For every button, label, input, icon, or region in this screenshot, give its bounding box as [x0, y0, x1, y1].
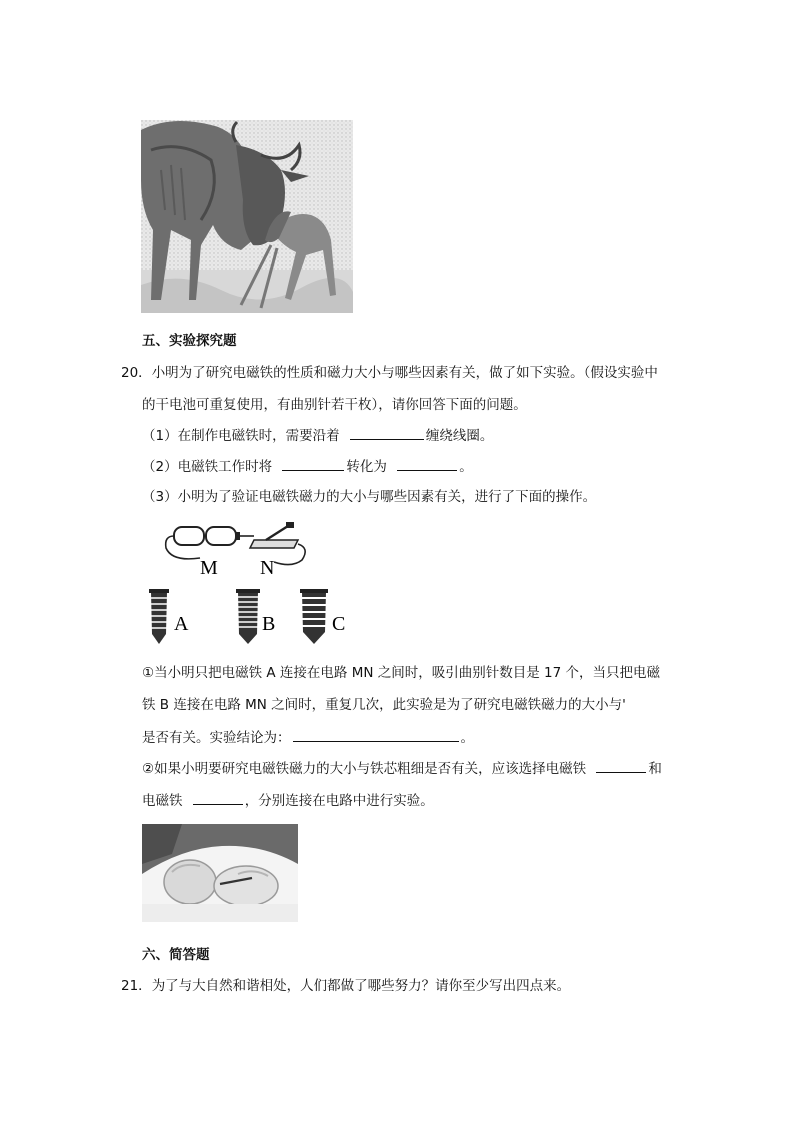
sub-question-2-line-1 [142, 759, 662, 778]
sub-question-2-line-2 [142, 791, 434, 810]
hands-photo [142, 824, 298, 922]
electromagnet-a-icon [149, 589, 169, 644]
answer-blank-2[interactable] [282, 457, 344, 471]
answer-blank-6[interactable] [193, 791, 243, 805]
terminal-label-n: N [260, 557, 275, 579]
question-21 [121, 977, 570, 995]
sub-2-line-2-after: ，分别连接在电路中进行实验。 [244, 793, 434, 809]
question-20-line-1 [121, 364, 658, 382]
sub-2-text-after: 和 [648, 761, 662, 777]
question-number: 21． [121, 978, 152, 994]
sub-1-text-after: 。 [460, 730, 474, 746]
question-text: 为了与大自然和谐相处，人们都做了哪些努力？请你至少写出四点来。 [151, 978, 571, 994]
electromagnet-label-a: A [174, 613, 189, 635]
electromagnet-circuit-diagram [142, 518, 356, 650]
answer-blank-5[interactable] [596, 759, 646, 773]
question-20-part-2 [142, 457, 473, 476]
sub-1-text-before: 是否有关。实验结论为： [142, 730, 291, 746]
sub-question-1-line-3 [142, 728, 474, 747]
part-2-text-before: （2）电磁铁工作时将 [142, 459, 273, 475]
sub-2-line-2-before: 电磁铁 [142, 793, 183, 809]
part-2-text-middle: 转化为 [346, 459, 387, 475]
sub-question-1-line-2: 铁 B 连接在电路 MN 之间时，重复几次，此实验是为了研究电磁铁磁力的大小与' [142, 697, 626, 713]
terminal-label-m: M [200, 557, 218, 579]
part-2-text-after: 。 [459, 459, 473, 475]
electromagnet-c-icon [300, 589, 328, 644]
section-title-short-answer: 六、简答题 [142, 947, 210, 963]
wildebeest-photo [141, 120, 353, 313]
part-1-text-before: （1）在制作电磁铁时，需要沿着 [142, 428, 340, 444]
question-20-part-3: （3）小明为了验证电磁铁磁力的大小与哪些因素有关，进行了下面的操作。 [142, 489, 597, 505]
question-text: 小明为了研究电磁铁的性质和磁力大小与哪些因素有关，做了如下实验。（假设实验中 [151, 365, 658, 381]
sub-question-1-line-1: ①当小明只把电磁铁 A 连接在电路 MN 之间时，吸引曲别针数目是 17 个，当只把电磁 [142, 665, 661, 681]
question-number: 20． [121, 365, 152, 381]
answer-blank-4[interactable] [293, 728, 459, 742]
electromagnet-label-b: B [262, 613, 276, 635]
battery-pair-icon [174, 527, 240, 545]
sub-2-text-before: ②如果小明要研究电磁铁磁力的大小与铁芯粗细是否有关，应该选择电磁铁 [142, 761, 587, 777]
answer-blank-1[interactable] [350, 426, 424, 440]
question-20-line-2: 的干电池可重复使用，有曲别针若干枚），请你回答下面的问题。 [142, 397, 527, 413]
answer-blank-3[interactable] [397, 457, 457, 471]
question-20-part-1 [142, 426, 493, 445]
part-1-text-after: 缠绕线圈。 [425, 428, 494, 444]
electromagnet-label-c: C [332, 613, 346, 635]
switch-icon [250, 522, 298, 548]
electromagnet-b-icon [236, 589, 260, 644]
section-title-experiment: 五、实验探究题 [142, 333, 237, 349]
